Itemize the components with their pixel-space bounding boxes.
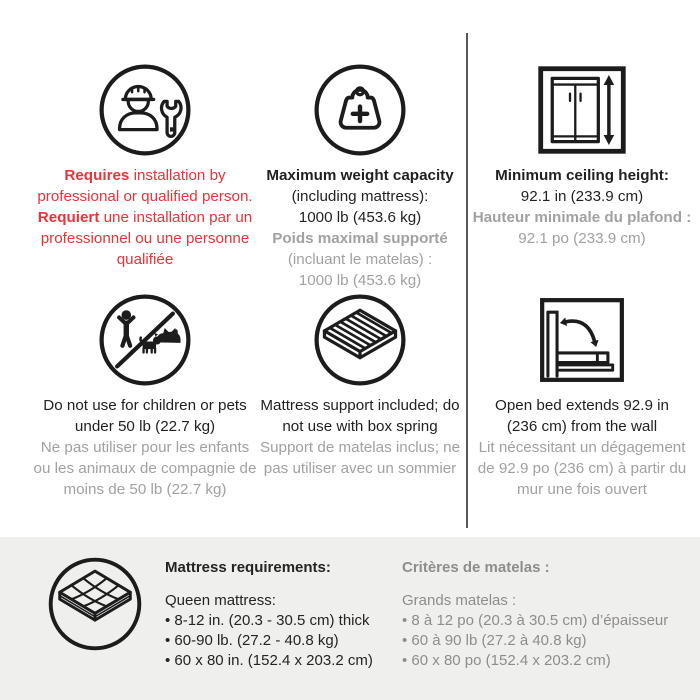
- text-line: (236 cm) from the wall: [506, 418, 658, 435]
- text-segment: Requiert: [37, 209, 100, 226]
- text-segment: Requires: [64, 167, 130, 184]
- text-line: Do not use for children or pets: [43, 397, 247, 414]
- text-line: (including mattress):: [291, 188, 429, 205]
- requirement-item: • 8-12 in. (20.3 - 30.5 cm) thick: [165, 611, 400, 631]
- text-line: professional or qualified person.: [37, 188, 253, 205]
- text-line: Open bed extends 92.9 in: [495, 397, 669, 414]
- spec-max-weight: [242, 62, 478, 291]
- open-bed-icon: [534, 292, 630, 388]
- text-segment: installation by: [129, 167, 226, 184]
- ceiling-height-text: [464, 165, 700, 249]
- mattress-icon: [46, 555, 144, 653]
- mattress-requirements-section: [0, 537, 700, 700]
- text-line: de 92.9 po (236 cm) à partir du: [477, 460, 687, 477]
- weight-capacity-icon: [312, 62, 408, 158]
- text-line: Hauteur minimale du plafond :: [472, 209, 692, 226]
- text-line: qualifiée: [116, 251, 174, 268]
- requirement-item: • 60-90 lb. (27.2 - 40.8 kg): [165, 631, 400, 651]
- text-line: Lit nécessitant un dégagement: [478, 439, 686, 456]
- mattress-support-text: [242, 395, 478, 479]
- text-line: 1000 lb (453.6 kg): [298, 209, 422, 226]
- ceiling-height-icon: [534, 62, 630, 158]
- text-line: Ne pas utiliser pour les enfants: [40, 439, 250, 456]
- text-line: pas utiliser avec un sommier: [263, 460, 457, 477]
- text-line: under 50 lb (22.7 kg): [74, 418, 216, 435]
- no-children-pets-text: [27, 395, 263, 500]
- text-line: (incluant le matelas) :: [287, 251, 433, 268]
- spec-ceiling-height: [464, 62, 700, 249]
- open-bed-icon-wrap: [464, 292, 700, 388]
- mattress-requirements-fr: [402, 558, 697, 671]
- text-line: [27, 207, 263, 228]
- no-children-pets-icon-wrap: [27, 292, 263, 388]
- text-line: Support de matelas inclus; ne: [259, 439, 461, 456]
- text-line: mur une fois ouvert: [517, 481, 647, 498]
- mattress-support-icon-wrap: [242, 292, 478, 388]
- mattress-support-icon: [312, 292, 408, 388]
- no-children-pets-icon: [97, 292, 193, 388]
- text-line: Poids maximal supporté: [272, 230, 448, 247]
- mattress-size-subtitle: Queen mattress:: [165, 592, 276, 609]
- text-line: 92.1 po (233.9 cm): [518, 230, 646, 247]
- requirement-item: • 60 x 80 po (152.4 x 203.2 cm): [402, 651, 697, 671]
- installation-text: [27, 165, 263, 270]
- open-bed-text: [464, 395, 700, 500]
- text-line: not use with box spring: [282, 418, 438, 435]
- spec-installation: [27, 62, 263, 270]
- installer-icon-wrap: [27, 62, 263, 158]
- requirement-item: • 8 à 12 po (20.3 à 30.5 cm) d’épaisseur: [402, 611, 697, 631]
- text-line: Maximum weight capacity: [266, 167, 454, 184]
- text-line: moins de 50 lb (22.7 kg): [63, 481, 227, 498]
- text-line: ou les animaux de compagnie de: [33, 460, 257, 477]
- text-line: Minimum ceiling height:: [495, 167, 669, 184]
- installer-icon: [97, 62, 193, 158]
- requirement-item: • 60 à 90 lb (27.2 à 40.8 kg): [402, 631, 697, 651]
- spec-no-children-pets: [27, 292, 263, 500]
- spec-open-bed: [464, 292, 700, 500]
- max-weight-text: [242, 165, 478, 291]
- weight-icon-wrap: [242, 62, 478, 158]
- text-segment: une installation par un: [99, 209, 253, 226]
- requirement-item: • 60 x 80 in. (152.4 x 203.2 cm): [165, 651, 400, 671]
- spec-mattress-support: [242, 292, 478, 479]
- mattress-requirements-en: [165, 558, 400, 671]
- mattress-requirements-title: Critères de matelas :: [402, 559, 550, 576]
- text-line: 92.1 in (233.9 cm): [520, 188, 644, 205]
- ceiling-icon-wrap: [464, 62, 700, 158]
- mattress-size-subtitle: Grands matelas :: [402, 592, 517, 609]
- text-line: Mattress support included; do: [260, 397, 460, 414]
- text-line: professionnel ou une personne: [40, 230, 250, 247]
- text-line: [27, 165, 263, 186]
- mattress-requirements-title: Mattress requirements:: [165, 559, 331, 576]
- text-line: 1000 lb (453.6 kg): [298, 272, 422, 289]
